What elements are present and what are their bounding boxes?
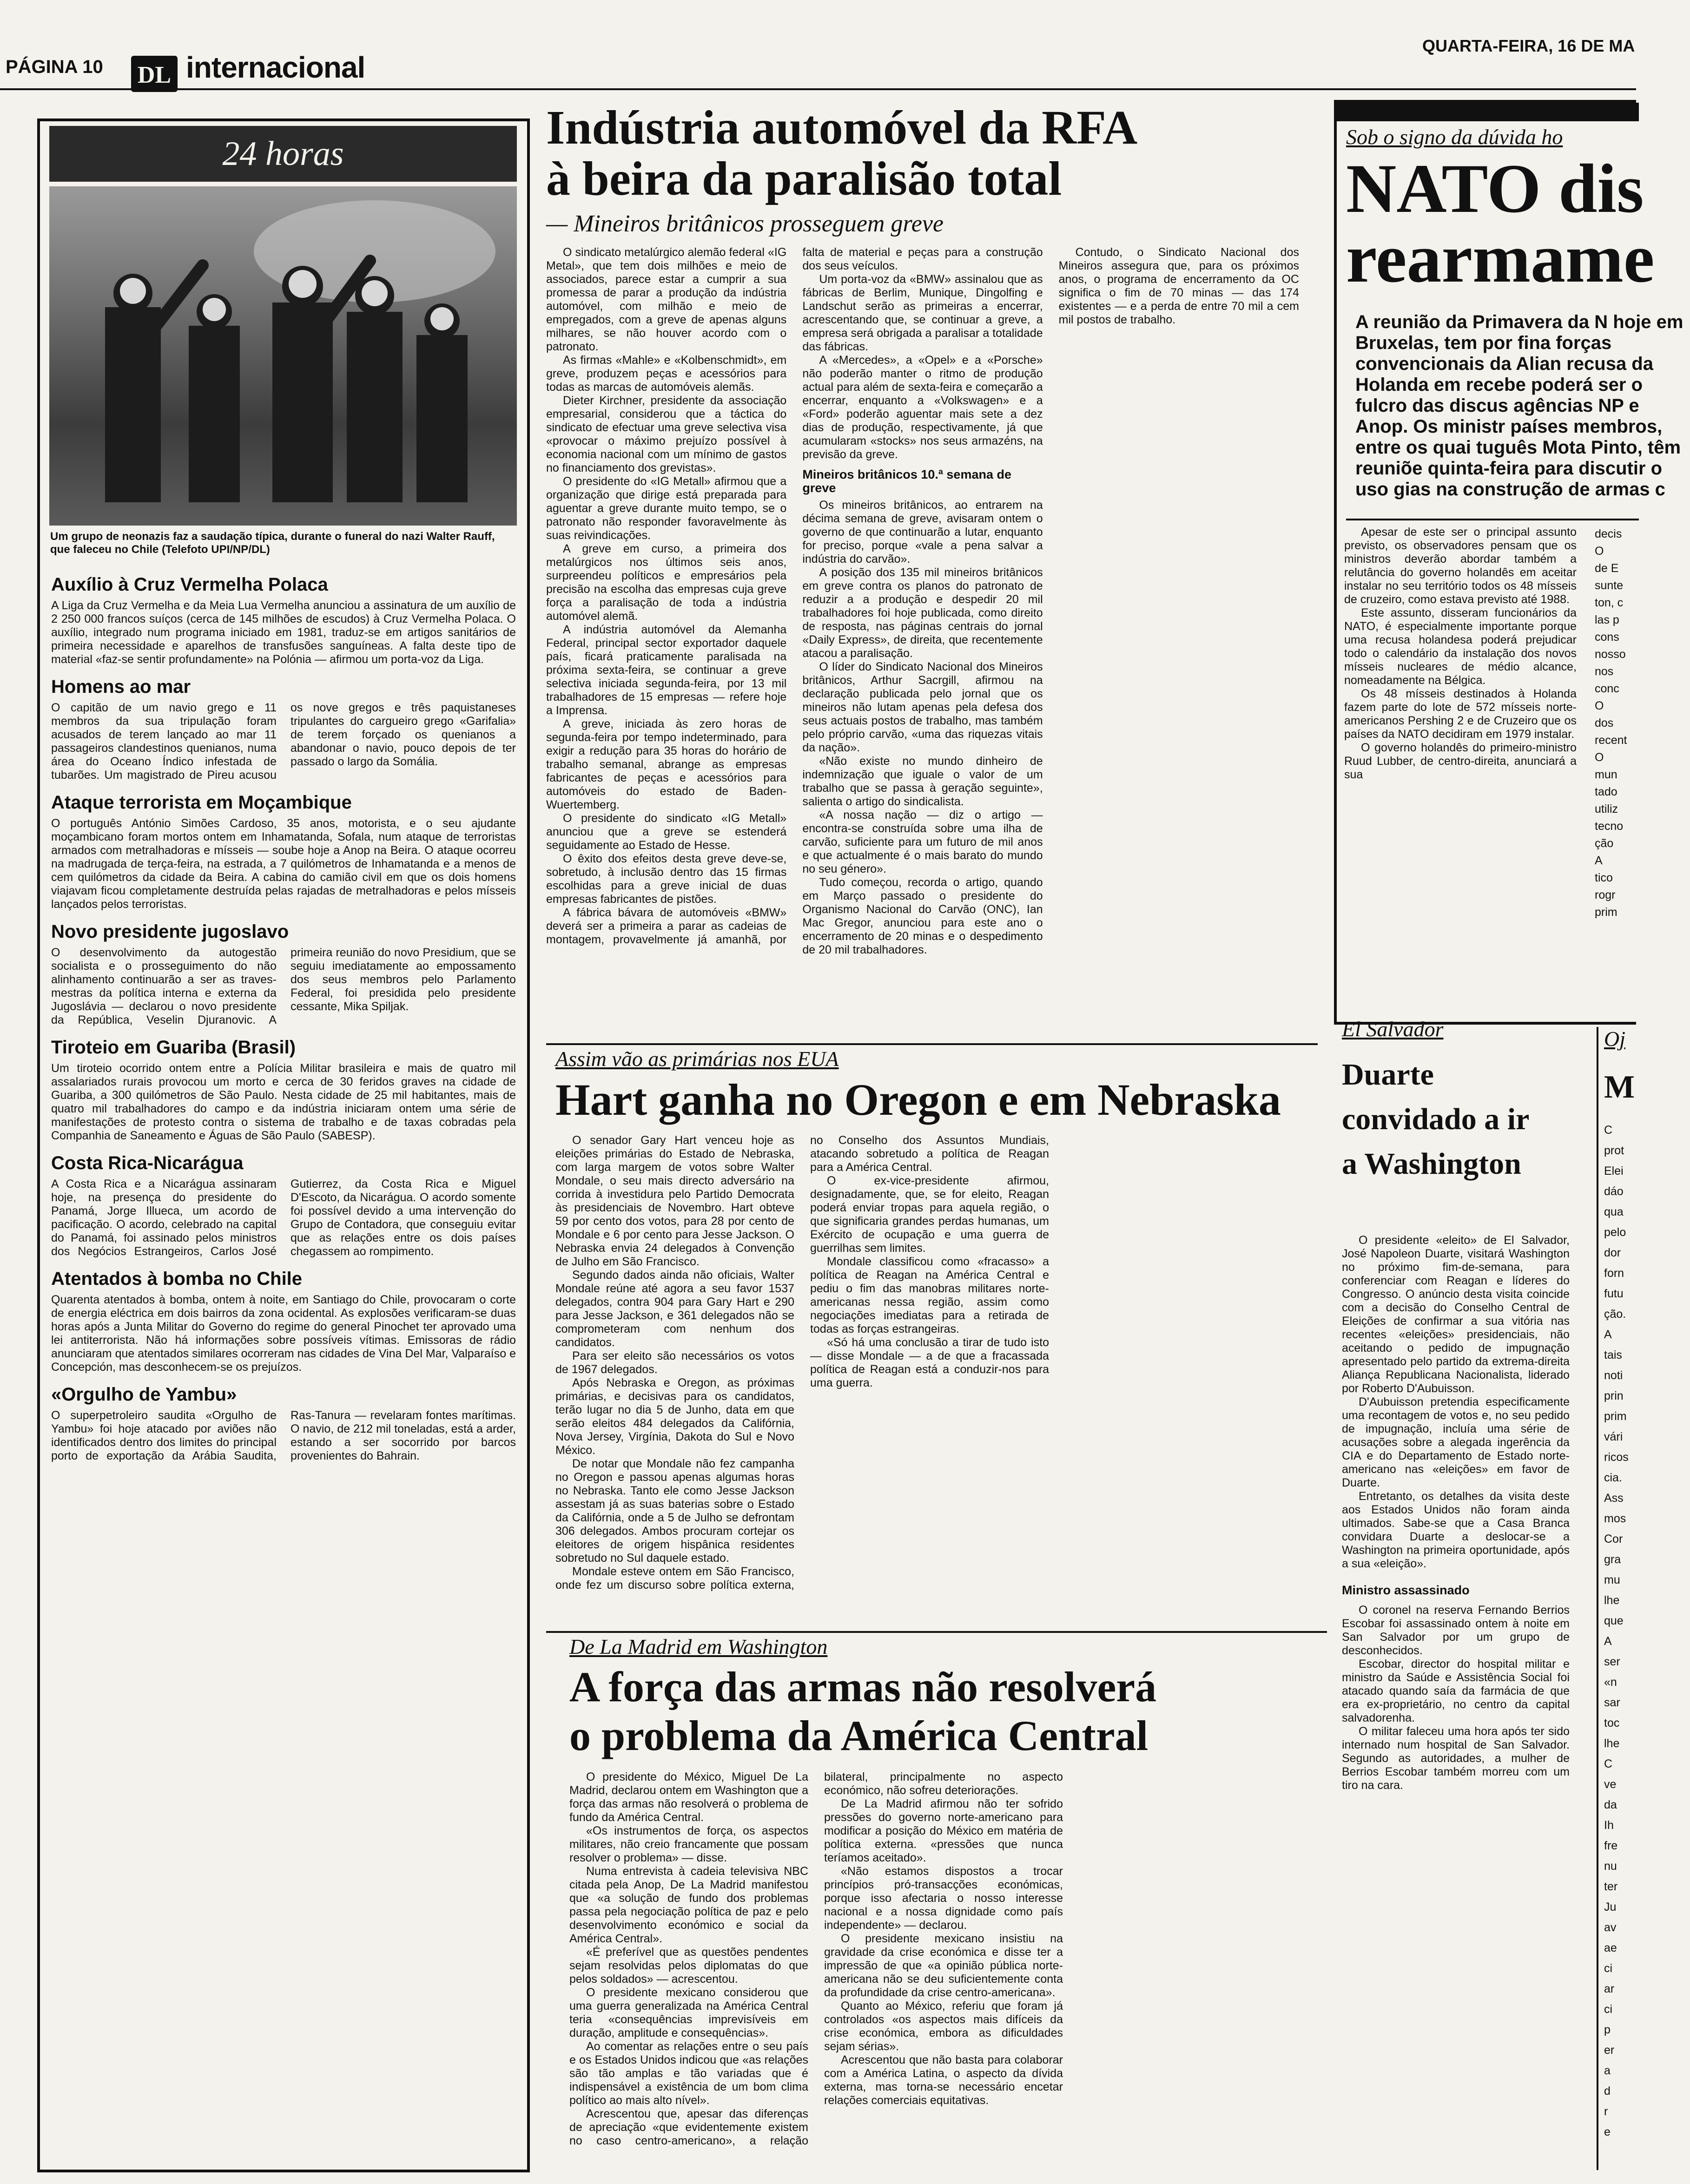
fragment: Elei: [1604, 1164, 1624, 1178]
fragment: a: [1604, 2064, 1611, 2077]
story-title: «Orgulho de Yambu»: [51, 1384, 237, 1405]
paragraph: A fábrica bávara de automóveis «BMW» deverá ser a primeira a parar as cadeias de montagem, provavelmente já amanhã, por falta de material e peças para a construção dos seus veículos.: [546, 246, 1043, 946]
fragment: forn: [1604, 1267, 1624, 1280]
fragment: ae: [1604, 1941, 1617, 1954]
paragraph: Numa entrevista à cadeia televisiva NBC citada pela Anop, De La Madrid manifestou que «a solução de fundo dos problemas passa pela negociação política de paz e pelo desenvolvimento económico e social da América Central».: [569, 1865, 808, 1945]
paragraph: A greve em curso, a primeira dos metalúrgicos nos últimos seis anos, surpreendeu políticos e empresários pela precisão na escolha das empresas cuja greve força a paralisação de toda a indústria automóvel alemã.: [546, 542, 787, 623]
story-title: Ataque terrorista em Moçambique: [51, 792, 352, 813]
funeral-photo: [49, 186, 517, 526]
paragraph: Acrescentou que não basta para colaborar com a América Latina, o aspecto da dívida externa, mas torna-se necessário encetar relações comerciais equitativas.: [824, 2053, 1063, 2107]
paragraph: Para ser eleito são necessários os votos de 1967 delegados.: [555, 1349, 794, 1376]
story-title: Tiroteio em Guariba (Brasil): [51, 1037, 296, 1058]
story-auxilio: [51, 574, 516, 666]
paragraph: Mondale esteve ontem em São Francisco, onde fez um discurso sobre política externa, no Conselho dos Assuntos Mundiais, atacando sobretudo a política de Reagan para a América Central.: [555, 1134, 1049, 1592]
fragment: O: [1595, 699, 1604, 712]
fragment: utiliz: [1595, 803, 1618, 816]
rfa-headline: Indústria automóvel da RFA à beira da paralisão total: [546, 101, 1135, 205]
header-rule: [0, 88, 1636, 90]
paragraph: «Só há uma conclusão a tirar de tudo isto — disse Mondale — a de que a fracassada política de Reagan está a conduzir-nos para uma guerra.: [810, 1336, 1049, 1389]
fragment: las p: [1595, 613, 1619, 626]
paragraph: A indústria automóvel da Alemanha Federal, principal sector exportador daquele país, ficará praticamente paralisada na próxima sexta-feira, se continuar a greve selectiva iniciada segunda-feira, por 13 mil trabalhadores de 15 empresas — refere hoje a Imprensa.: [546, 623, 787, 717]
salvador-body: [1342, 1234, 1570, 1792]
story-text: O superpetroleiro saudita «Orgulho de Yambu» foi hoje atacado por aviões não identificados dentro dos limites do principal porto de exportação da Arábia Saudita, Ras-Tanura — revelaram fontes marítimas. O navio, de 212 mil toneladas, está a arder, estando a ser socorrido por barcos provenientes do Bahrain.: [51, 1409, 516, 1462]
article-madrid: [546, 1631, 1327, 2175]
fragment: av: [1604, 1921, 1617, 1934]
paragraph: De La Madrid afirmou não ter sofrido pressões do governo norte-americano para modificar a posição do México em matéria de política externa. «pressões que nunca teríamos aceitado».: [824, 1797, 1063, 1864]
oregon-headline: Hart ganha no Oregon e em Nebraska: [555, 1075, 1281, 1125]
fragment: ter: [1604, 1880, 1618, 1893]
fragment: mos: [1604, 1512, 1626, 1525]
far-right-fragments: [1604, 1120, 1629, 2142]
paragraph: O militar faleceu uma hora após ter sido internado num hospital de San Salvador. Segundo as autoridades, a mulher de Berrios Escobar também morreu com um tiro na cara.: [1342, 1725, 1570, 1792]
article-oregon: [546, 1043, 1318, 1624]
fragment: mu: [1604, 1573, 1620, 1586]
fragment: pelo: [1604, 1226, 1626, 1239]
fragment: ve: [1604, 1778, 1617, 1791]
paragraph: D'Aubuisson pretendia especificamente uma recontagem de votos e, no seu pedido de impugnação, incluía uma série de acusações sobre a alegada ingerência da CIA e do Departamento de Estado norte-americano nas «eleições» em favor de Duarte.: [1342, 1395, 1570, 1489]
fragment: O: [1595, 545, 1604, 558]
fragment: Ass: [1604, 1492, 1624, 1505]
story-homens-ao-mar: [51, 677, 516, 782]
fragment: gra: [1604, 1553, 1621, 1566]
fragment: da: [1604, 1798, 1617, 1811]
fragment: «n: [1604, 1676, 1617, 1689]
fragment: rogr: [1595, 888, 1616, 901]
paragraph: O senador Gary Hart venceu hoje as eleições primárias do Estado de Nebraska, com larga margem de votos sobre Walter Mondale, o seu mais directo adversário na corrida à investidura pelo Partido Democrata às presidenciais de Novembro. Hart obteve 59 por cento dos votos, para 28 por cento de Mondale e 6 por cento para Jesse Jackson. O Nebraska envia 24 delegados à Convenção de Julho em São Francisco.: [555, 1134, 794, 1268]
oregon-kicker: Assim vão as primárias nos EUA: [555, 1047, 839, 1071]
story-title: Atentados à bomba no Chile: [51, 1269, 303, 1289]
page-header: [0, 0, 1636, 93]
story-guariba: [51, 1037, 516, 1143]
fragment: de E: [1595, 562, 1619, 575]
fragment: tecno: [1595, 820, 1624, 833]
fragment: cia.: [1604, 1471, 1622, 1484]
story-title: Homens ao mar: [51, 677, 191, 697]
fragment: futu: [1604, 1287, 1624, 1300]
svg-text:DL: DL: [137, 62, 172, 88]
fragment: C: [1604, 1757, 1613, 1770]
fragment: dáo: [1604, 1185, 1624, 1198]
photo-caption: Um grupo de neonazis faz a saudação típica, durante o funeral do nazi Walter Rauff, que faleceu no Chile (Telefoto UPI/NP/DL): [50, 530, 495, 556]
fragment: vári: [1604, 1430, 1623, 1443]
rfa-body: [546, 246, 1299, 971]
fragment: A: [1604, 1328, 1612, 1341]
nato-headline-2: rearmame: [1346, 220, 1655, 297]
fragment: nu: [1604, 1860, 1617, 1873]
paragraph: A «Mercedes», a «Opel» e a «Porsche» não poderão manter o ritmo de produção actual para além de sexta-feira e começarão a encerrar, enquanto a «Volkswagen» e a «Ford» poderão aguentar mais sete a dez dias de produção, respectivamente, já que acumularam «stocks» nos seus armazéns, na previsão da greve.: [802, 354, 1043, 461]
nato-kicker: Sob o signo da dúvida ho: [1346, 125, 1563, 149]
paragraph: Escobar, director do hospital militar e ministro da Saúde e Assistência Social foi atacado quando saía da farmácia de que era ex-proprietário, no centro da capital salvadorenha.: [1342, 1658, 1570, 1724]
fragment: tado: [1595, 785, 1617, 798]
fragment: d: [1604, 2085, 1611, 2098]
fragment: decis: [1595, 527, 1622, 540]
story-chile: [51, 1269, 516, 1374]
paragraph: O presidente «eleito» de El Salvador, José Napoleon Duarte, visitará Washington no próximo fim-de-semana, para conferenciar com Reagan e líderes do Congresso. O anúncio desta visita coincide com a decisão do Conselho Central de Eleições de confirmar a sua vitória nas recentes «eleições» presidenciais, não aceitando o pedido de impugnação apresentado pelo partido da extrema-direita Aliança Republicana Nacionalista, liderado por Roberto D'Aubuisson.: [1342, 1234, 1570, 1395]
fragment: ricos: [1604, 1451, 1629, 1464]
story-text: O desenvolvimento da autogestão socialista e o prosseguimento do não alinhamento continuarão a ser as traves-mestras da política interna e externa da Jugoslávia — declarou o novo presidente da República, Veselin Djuranovic. A primeira reunião do novo Presidium, que se seguiu imediatamente ao empossamento dos seus membros pelo Parlamento Federal, foi presidida pelo presidente cessante, Mika Spiljak.: [51, 946, 516, 1026]
paragraph: Apesar de este ser o principal assunto previsto, os observadores pensam que os ministros deverão abordar também a relutância do governo holandês em aceitar instalar no seu território todos os 48 mísseis de cruzeiro, como estava previsto até 1988.: [1344, 526, 1577, 606]
paragraph: O êxito dos efeitos desta greve deve-se, sobretudo, à inclusão dentro das 15 firmas escolhidas para a greve inicial de duas empresas fabricantes de pistões.: [546, 852, 787, 906]
paragraph: Um porta-voz da «BMW» assinalou que as fábricas de Berlim, Munique, Dingolfing e Landschut serão as primeiras a encerrar, acrescentando que, se continuar a greve, a empresa será obrigada a paralisar a totalidade das fábricas.: [802, 273, 1043, 353]
madrid-headline-1: A força das armas não resolverá: [569, 1663, 1157, 1710]
paragraph: «A nossa nação — diz o artigo — encontra-se construída sobre uma ilha de carvão, suficiente para um futuro de mil anos e que actualmente é o mais barato do mundo no seu género».: [802, 809, 1043, 875]
madrid-headline-2: o problema da América Central: [569, 1712, 1149, 1759]
article-nato: [1334, 100, 1683, 1025]
nato-lead-rule: [1346, 519, 1639, 520]
fragment: prin: [1604, 1389, 1624, 1402]
page-label: PÁGINA 10: [6, 57, 103, 77]
fragment: O: [1595, 751, 1604, 764]
fragment: que: [1604, 1614, 1624, 1627]
paragraph: «Não existe no mundo dinheiro de indemnização que iguale o valor de um trabalho que se passa à geração seguinte», salienta o artigo do sindicalista.: [802, 755, 1043, 808]
fragment: toc: [1604, 1717, 1620, 1730]
far-right-title: M: [1604, 1069, 1635, 1105]
fragment: nos: [1595, 665, 1614, 678]
fragment: sar: [1604, 1696, 1620, 1709]
header-date: QUARTA-FEIRA, 16 DE MA: [1422, 36, 1635, 55]
fragment: ser: [1604, 1655, 1620, 1668]
oregon-top-rule: [546, 1043, 1318, 1045]
fragment: ção.: [1604, 1308, 1626, 1321]
paragraph: O presidente do «IG Metall» afirmou que a organização que dirige está preparada para aguentar a greve durante muito tempo, se o patronato não responder favoravelmente às suas reivindicações.: [546, 475, 787, 542]
story-title: Auxílio à Cruz Vermelha Polaca: [51, 574, 328, 595]
salvador-headline: Duarte convidado a ir a Washington: [1342, 1058, 1529, 1181]
fragment: p: [1604, 2023, 1611, 2036]
fragment: ção: [1595, 837, 1614, 850]
salvador-kicker: El Salvador: [1342, 1017, 1444, 1041]
sidebar-banner: [49, 126, 517, 182]
story-text: Um tiroteio ocorrido ontem entre a Polícia Militar brasileira e mais de quatro mil assalariados rurais provocou um morto e cerca de 30 feridos graves na cidade de Guariba, a 300 quilómetros de São Paulo. Nesta cidade de 25 mil habitantes, mais de quatro mil trabalhadores do campo e da indústria iniciaram ontem uma série de manifestações de protesto contra o sistema de trabalho e de taxas cobradas pela Companhia de Saneamento e Águas de São Paulo (SABESP).: [51, 1062, 516, 1142]
fragment: Cor: [1604, 1533, 1623, 1546]
fragment: r: [1604, 2105, 1608, 2118]
nato-lead: A reunião da Primavera da N hoje em Bruxelas, tem por fina forças convencionais da Alian recusa da Holanda em recebe poderá ser o fulcro das discus agências NP e Anop. Os ministr países membros, entre os quai tuguês Mota Pinto, têm reuniõe quinta-feira para discutir o uso gias na construção de armas c: [1355, 312, 1683, 500]
fragment: cons: [1595, 631, 1619, 644]
oregon-body: [555, 1134, 1304, 1599]
fragment: recent: [1595, 734, 1627, 747]
fragment: ton, c: [1595, 596, 1624, 609]
salvador-subhead: Ministro assassinado: [1342, 1583, 1470, 1597]
fragment: lhe: [1604, 1737, 1620, 1750]
story-jugoslavo: [51, 921, 516, 1027]
story-text: A Costa Rica e a Nicarágua assinaram hoje, na presença do presidente do Panamá, Jorge Illueca, um acordo de pacificação. O acordo, celebrado na capital do Panamá, foi assinado pelos ministros dos Negócios Estrangeiros, Carlos José Gutierrez, da Costa Rica e Miguel D'Escoto, da Nicarágua. O acordo somente foi possível devido a uma intervenção do Grupo de Contadora, que conseguiu evitar que as relações entre os dois países chegassem ao rompimento.: [51, 1178, 516, 1258]
fragment: Ju: [1604, 1901, 1617, 1914]
story-mocambique: [51, 792, 516, 911]
fragment: tico: [1595, 871, 1613, 884]
paragraph: O ex-vice-presidente afirmou, designadamente, que, se for eleito, Reagan poderá enviar tropas para aquela região, o que significaria grandes perdas humanas, um Exército de ocupação e uma guerra de guerrilhas sem limites.: [810, 1174, 1049, 1255]
story-text: O português António Simões Cardoso, 35 anos, motorista, e o seu ajudante moçambicano foram mortos ontem em Inhamatanda, Sofala, num ataque de terroristas armados com metralhadoras e mísseis — soube hoje a Anop na Beira. O ataque ocorreu na madrugada de terça-feira, na estrada, a 7 quilómetros de Inhamatanda e a menos de cem quilómetros da cidade da Beira. A cabina do camião civil em que os dois homens viajavam ficou completamente destruída pelas rajadas de metralhadoras e pelos mísseis lançados pelos terroristas.: [51, 817, 516, 911]
paragraph: Os 48 mísseis destinados à Holanda fazem parte do lote de 572 mísseis norte-americanos Pershing 2 e de Cruzeiro que os países da NATO decidiram em 1979 instalar.: [1344, 687, 1577, 741]
paragraph: Segundo dados ainda não oficiais, Walter Mondale reúne até agora a seu favor 1537 delegados, contra 904 para Gary Hart e 290 para Jesse Jackson, e 361 delegados não se comprometeram com nenhum dos candidatos.: [555, 1269, 794, 1349]
dl-logo-icon: [131, 56, 178, 92]
paragraph: Este assunto, disseram funcionários da NATO, é especialmente importante porque uma recusa holandesa poderá prejudicar todo o calendário da instalação dos novos mísseis nucleares de médio alcance, nomeadamente na Bélgica.: [1344, 606, 1577, 687]
nato-col2: [1595, 526, 1641, 921]
nato-headline-1: NATO dis: [1346, 150, 1644, 227]
story-title: Novo presidente jugoslavo: [51, 921, 289, 942]
sidebar-stories: [51, 570, 516, 1463]
far-right-kicker: Oj: [1604, 1027, 1625, 1051]
fragment: qua: [1604, 1205, 1624, 1218]
paragraph: O presidente mexicano considerou que uma guerra generalizada na América Central teria «consequências imprevisíveis em duração, amplitude e consequências».: [569, 1986, 808, 2039]
fragment: fre: [1604, 1839, 1618, 1852]
paragraph: Ao comentar as relações entre o seu país e os Estados Unidos indicou que «as relações são tão amplas e tão variadas que é indispensável a existência de um bom clima político ao mais alto nível».: [569, 2040, 808, 2107]
story-yambu: [51, 1384, 516, 1463]
fragment: mun: [1595, 768, 1617, 781]
paragraph: Acrescentou que, apesar das diferenças de apreciação «que evidentemente existem no caso centro-americano», a relação bilateral, principalmente no aspecto económico, não sofreu deteriorações.: [569, 1770, 1063, 2147]
fragment: prim: [1604, 1410, 1627, 1423]
rfa-subhead: Mineiros britânicos 10.ª semana de greve: [802, 467, 1011, 495]
banner-title: 24 horas: [222, 135, 344, 173]
paragraph: Quanto ao México, referiu que foram já controlados «os aspectos mais difíceis da crise económica, embora as dificuldades sejam sérias».: [824, 2000, 1063, 2053]
fragment: conc: [1595, 682, 1619, 695]
paragraph: Dieter Kirchner, presidente da associação empresarial, considerou que a táctica do sindicato de efectuar uma greve selectiva visa «provocar o máximo prejuízo possível à economia nacional com um mínimo de gastos no financiamento dos grevistas».: [546, 394, 787, 474]
paragraph: O presidente mexicano insistiu na gravidade da crise económica e disse ter a impressão de que «a opinião pública norte-americana não se deu suficientemente conta da profundidade da crise centro-americana».: [824, 1932, 1063, 1999]
paragraph: De notar que Mondale não fez campanha no Oregon e passou apenas algumas horas no Nebraska. Tanto ele como Jesse Jackson assestam já as suas baterias sobre o Estado da Califórnia, onde a 5 de Julho se defrontam 306 delegados. Ambos procuram cortejar os eleitores de origem hispânica residentes sobretudo no Sul daquele estado.: [555, 1457, 794, 1565]
nato-col1: [1344, 526, 1577, 782]
fragment: Ih: [1604, 1819, 1614, 1832]
paragraph: Tudo começou, recorda o artigo, quando em Março passado o presidente do Organismo Nacional do Carvão (ONC), Ian Mac Gregor, anunciou para este ano o encerramento de 20 minas e o despedimento de 20 mil trabalhadores.: [802, 876, 1043, 956]
paragraph: A greve, iniciada às zero horas de segunda-feira por tempo indeterminado, para exigir a redução para 35 horas do horário de trabalho semanal, abrange as empresas fabricantes de peças e acessórios para automóveis do estado de Baden-Wuertemberg.: [546, 717, 787, 811]
fragment: ci: [1604, 2003, 1613, 2016]
story-text: A Liga da Cruz Vermelha e da Meia Lua Vermelha anunciou a assinatura de um auxílio de 2 250 000 francos suíços (cerca de 145 milhões de escudos) à Cruz Vermelha Polaca. O auxílio, integrado num programa iniciado em 1981, traduz-se em artigos sanitários de primeira necessidade e aparelhos de transfusões sanguíneas. A falta deste tipo de material «faz-se sentir profundamente» na Polónia — afirmou um porta-voz da Liga.: [51, 599, 516, 666]
paragraph: As firmas «Mahle» e «Kolbenschmidt», em greve, produzem peças e acessórios para todas as marcas de automóveis alemãs.: [546, 354, 787, 394]
fragment: dor: [1604, 1246, 1621, 1259]
story-text: O capitão de um navio grego e 11 membros da sua tripulação foram acusados de terem lançado ao mar 11 passageiros clandestinos quenianos, numa área do Oceano Índico infestada de tubarões. Um magistrado de Pireu acusou os nove gregos e três paquistaneses tripulantes do cargueiro grego «Garifalia» de terem forçado os quenianos a abandonar o navio, pouco depois de ter passado o largo da Somália.: [51, 701, 516, 782]
fragment: dos: [1595, 717, 1614, 730]
paragraph: «Não estamos dispostos a trocar princípios pró-transacções económicas, porque isso afectaria o nosso interesse nacional e a nossa dignidade como país independente» — declarou.: [824, 1865, 1063, 1932]
fragment: A: [1595, 854, 1603, 867]
article-salvador: [1336, 1015, 1583, 2172]
fragment: nosso: [1595, 648, 1626, 661]
article-rfa: [546, 102, 1299, 1036]
paragraph: «Os instrumentos de força, os aspectos militares, não creio francamente que possam resolver o problema» — disse.: [569, 1824, 808, 1864]
paragraph: A posição dos 135 mil mineiros britânicos em greve contra os planos do patronato de reduzir a a produção e despedir 20 mil trabalhadores foi hoje publicada, como direito de resposta, nas páginas centrais do jornal «Daily Express», de direita, que recentemente atacou a paralisação.: [802, 566, 1043, 660]
fragment: e: [1604, 2125, 1611, 2138]
paragraph: Contudo, o Sindicato Nacional dos Mineiros assegura que, para os próximos anos, o programa de encerramento da OC significa o fim de 70 minas — das 174 existentes — e a perda de entre 70 mil a cem mil postos de trabalho.: [1058, 246, 1299, 326]
fragment: A: [1604, 1635, 1612, 1648]
fragment: noti: [1604, 1369, 1623, 1382]
paragraph: O presidente do sindicato «IG Metall» anunciou que a greve se estenderá seguidamente ao Estado de Hesse.: [546, 812, 787, 852]
fragment: ci: [1604, 1962, 1613, 1975]
section-title: internacional: [186, 51, 365, 84]
paragraph: O governo holandês do primeiro-ministro Ruud Lubber, de centro-direita, anunciará a sua: [1344, 741, 1577, 781]
paragraph: Mondale classificou como «fracasso» a política de Reagan na América Central e pediu o fim das manobras militares norte-americanas nessa região, assim como negociações imediatas para a retirada de todas as forças estrangeiras.: [810, 1255, 1049, 1335]
fragment: lhe: [1604, 1594, 1620, 1607]
fragment: tais: [1604, 1349, 1622, 1362]
rfa-subtitle: — Mineiros britânicos prosseguem greve: [546, 211, 944, 237]
fragment: C: [1604, 1124, 1613, 1137]
fragment: sunte: [1595, 579, 1624, 592]
paragraph: Os mineiros britânicos, ao entrarem na décima semana de greve, avisaram ontem o governo de que continuarão a lutar, enquanto for preciso, porque «vale a pena salvar a indústria do carvão».: [802, 499, 1043, 566]
sidebar-24-horas: [37, 118, 530, 2172]
far-right-column: [1597, 1027, 1638, 2170]
paragraph: O coronel na reserva Fernando Berrios Escobar foi assassinado ontem à noite em San Salvador por um grupo de desconhecidos.: [1342, 1604, 1570, 1657]
paragraph: Após Nebraska e Oregon, as próximas primárias, e decisivas para os candidatos, terão lugar no dia 5 de Junho, data em que serão eleitos 484 delegados da Califórnia, Nova Jersey, Virgínia, Dakota do Sul e Novo México.: [555, 1376, 794, 1457]
story-costa-rica: [51, 1153, 516, 1258]
paragraph: O líder do Sindicato Nacional dos Mineiros britânicos, Arthur Sacrgill, afirmou na declaração publicada pelo jornal que os mineiros não lutam apenas pela defesa dos seus actuais postos de trabalho, mas também pelo próprio carvão, «uma das riquezas vitais da nação».: [802, 660, 1043, 754]
paragraph: O presidente do México, Miguel De La Madrid, declarou ontem em Washington que a força das armas não resolverá o problema de fundo da América Central.: [569, 1770, 808, 1824]
fragment: prot: [1604, 1144, 1624, 1157]
fragment: er: [1604, 2044, 1615, 2057]
nato-top-rule: [1337, 103, 1639, 121]
paragraph: «É preferível que as questões pendentes sejam resolvidas pelos diplomatas do que pelos soldados» — acrescentou.: [569, 1946, 808, 1986]
madrid-kicker: De La Madrid em Washington: [569, 1635, 828, 1658]
story-text: Quarenta atentados à bomba, ontem à noite, em Santiago do Chile, provocaram o corte de energia eléctrica em dois bairros da zona ocidental. As explosões verificaram-se duas horas após a Junta Militar do Governo do regime do general Pinochet ter aprovado uma lei antiterrorista. Não há informações sobre possíveis vítimas. Emissoras de rádio anunciaram que atentados similares ocorreram nas cidades de Vina Del Mar, Valparaíso e Concepción, mas desconhecem-se os prejuízos.: [51, 1293, 516, 1374]
story-title: Costa Rica-Nicarágua: [51, 1153, 244, 1173]
paragraph: O sindicato metalúrgico alemão federal «IG Metal», que tem dois milhões e meio de associados, parece estar a cumprir a sua promessa de parar a produção da indústria automóvel, com milhão e meio de empregados, com a greve de apenas alguns milhares, se não houver acordo com o patronato.: [546, 246, 787, 353]
paragraph: Entretanto, os detalhes da visita deste aos Estados Unidos não foram ainda ultimados. Sabe-se que a Casa Branca convidara Duarte a deslocar-se a Washington na primeira oportunidade, após a sua «eleição».: [1342, 1490, 1570, 1570]
fragment: prim: [1595, 906, 1617, 919]
madrid-top-rule: [546, 1631, 1327, 1633]
fragment: ar: [1604, 1982, 1615, 1995]
madrid-body: [569, 1770, 1318, 2170]
